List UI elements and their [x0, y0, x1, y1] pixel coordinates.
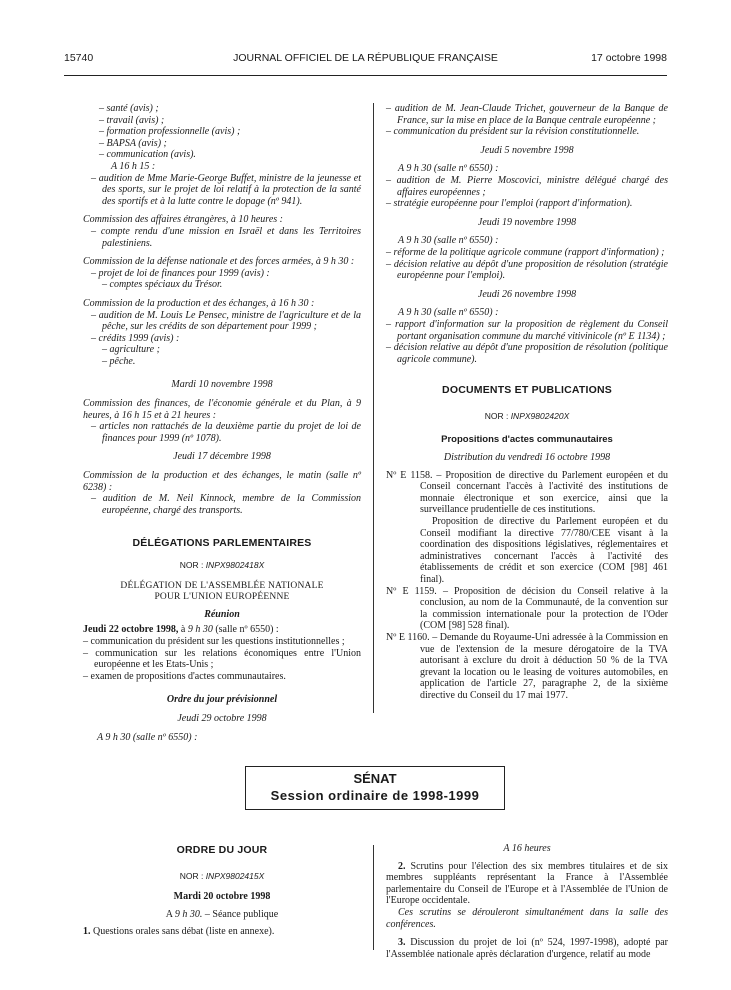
distribution-date: Distribution du vendredi 16 octobre 1998	[443, 452, 611, 464]
ordre-previsionnel-heading: Ordre du jour prévisionnel	[166, 694, 278, 706]
nor-code: INPX9802415X	[205, 870, 265, 881]
column-divider-bottom	[373, 845, 374, 950]
item-text: Discussion du projet de loi (nº 524, 1997-1998), adopté par l'Assemblée nationale après déclaration d'urgence, relatif au mode	[386, 937, 668, 960]
list-item: – réforme de la politique agricole commune (rapport d'information) ;	[386, 246, 665, 258]
delegation-name: DÉLÉGATION DE L'ASSEMBLÉE NATIONALE	[120, 580, 324, 591]
section-title-delegations: DÉLÉGATIONS PARLEMENTAIRES	[132, 537, 312, 550]
senat-right-column	[386, 843, 668, 960]
list-item: – audition de M. Louis Le Pensec, ministre de l'agriculture et de la pêche, sur les crédits de son département pour 1999 ;	[91, 309, 361, 333]
time-label: A 9 h 30 (salle nº 6550) :	[398, 307, 499, 319]
nor-reference	[83, 560, 361, 572]
date-heading: Jeudi 26 novembre 1998	[477, 288, 577, 300]
list-item: – audition de M. Neil Kinnock, membre de la Commission européenne, chargé des transports.	[91, 493, 361, 516]
date-heading: Jeudi 17 décembre 1998	[173, 451, 271, 463]
agenda-item	[386, 861, 668, 907]
document-entry	[386, 586, 668, 632]
meeting-room: (salle nº 6550) :	[212, 624, 279, 636]
senat-left-column	[83, 845, 361, 938]
meeting-date-line	[83, 624, 361, 636]
delegation-name: POUR L'UNION EUROPÉENNE	[154, 592, 290, 603]
document-entry	[386, 470, 668, 516]
nor-label: NOR :	[484, 410, 509, 421]
page-number: 15740	[64, 52, 94, 64]
list-item: – examen de propositions d'actes communautaires.	[83, 670, 286, 682]
document-entry-continuation: Proposition de directive du Parlement européen et du Conseil modifiant la directive 77/780/CEE visant à la coordination des dispositions législatives, réglementaires et administratives concernant l'accès à l'activité des établissements de crédit et son exercice (COM [98] 461 final).	[420, 516, 668, 585]
entry-number: Nº E 1158.	[386, 469, 433, 481]
meeting-time: 9 h 30	[187, 624, 213, 636]
header-rule	[64, 75, 667, 76]
propositions-title: Propositions d'actes communautaires	[441, 434, 613, 446]
journal-title: JOURNAL OFFICIEL DE LA RÉPUBLIQUE FRANÇAISE	[233, 52, 498, 64]
entry-text: – Demande du Royaume-Uni adressée à la Commission en vue de l'extension de la mesure dérogatoire de la TVA autorisant à exclure du droit à déduction 50 % de la TVA grevant la location ou le leasing de voitures automobiles, en application de l'article 27, paragraphe 2, de la sixième directive du Conseil du 17 mai 1977.	[420, 631, 669, 701]
list-item: – crédits 1999 (avis) :	[91, 332, 180, 344]
list-item: – audition de M. Pierre Moscovici, ministre délégué chargé des affaires européennes ;	[386, 174, 668, 198]
list-item: – décision relative au dépôt d'une proposition de résolution (politique agricole commune).	[386, 342, 668, 365]
list-item: – audition de M. Jean-Claude Trichet, gouverneur de la Banque de France, sur la mise en place de la Banque centrale européenne ;	[386, 103, 668, 126]
date-heading: Jeudi 29 octobre 1998	[177, 712, 267, 724]
agenda-item	[386, 937, 668, 960]
list-item: – compte rendu d'une mission en Israël et dans les Territoires palestiniens.	[91, 225, 361, 249]
entry-number: Nº E 1160.	[386, 631, 430, 643]
agenda-note: Ces scrutins se dérouleront simultanément dans la salle des conférences.	[386, 906, 668, 930]
senat-session: Session ordinaire de 1998-1999	[270, 788, 480, 803]
list-item: – décision relative au dépôt d'une proposition de résolution (stratégie européenne pour l'emploi).	[386, 258, 668, 282]
senat-title: SÉNAT	[353, 771, 397, 786]
senat-title-box	[245, 766, 505, 810]
date-heading: Mardi 10 novembre 1998	[171, 379, 273, 391]
list-item: – rapport d'information sur la proposition de règlement du Conseil portant organisation commune du marché vitivinicole (nº E 1134) ;	[386, 318, 668, 342]
item-number: 2.	[398, 860, 406, 872]
nor-reference	[386, 411, 668, 423]
sitting-date: Mardi 20 octobre 1998	[173, 891, 271, 903]
page-header	[64, 52, 667, 72]
list-item: – stratégie européenne pour l'emploi (rapport d'information).	[386, 198, 633, 210]
meeting-date: Jeudi 22 octobre 1998,	[83, 624, 179, 636]
list-item: – travail (avis) ;	[99, 114, 165, 126]
list-item: – communication sur les relations économiques entre l'Union européenne et les Etats-Unis ;	[83, 647, 361, 671]
commission-heading: Commission de la production et des échanges, à 16 h 30 :	[83, 297, 315, 309]
date-heading: Jeudi 5 novembre 1998	[480, 144, 574, 156]
commission-heading: Commission des affaires étrangères, à 10 heures :	[83, 214, 283, 226]
item-number: 1.	[83, 926, 91, 938]
nor-code: INPX9802418X	[205, 560, 265, 570]
nor-label: NOR :	[179, 870, 204, 881]
list-item: – santé (avis) ;	[99, 103, 159, 114]
left-column	[83, 103, 361, 743]
list-item: – communication du président sur les questions institutionnelles ;	[83, 635, 345, 647]
list-item: – audition de Mme Marie-George Buffet, ministre de la jeunesse et des sports, sur le projet de loi relatif à la protection de la santé des sportifs et à la lutte contre le dopage (nº 941).	[91, 172, 361, 207]
time-label: A 16 heures	[503, 843, 551, 854]
list-item: – communication du président sur la révision constitutionnelle.	[386, 126, 640, 138]
issue-date: 17 octobre 1998	[591, 52, 667, 64]
item-number: 3.	[398, 937, 406, 949]
item-text: Questions orales sans débat (liste en annexe).	[90, 926, 275, 938]
list-item: – projet de loi de finances pour 1999 (avis) :	[91, 267, 270, 279]
entry-number: Nº E 1159.	[386, 585, 437, 597]
time-label: A 9 h 30 (salle nº 6550) :	[398, 235, 499, 247]
document-entry	[386, 632, 668, 702]
list-item: – communication (avis).	[99, 149, 196, 161]
nor-reference	[83, 871, 361, 883]
list-item: – formation professionnelle (avis) ;	[99, 126, 241, 138]
entry-text: – Proposition de décision du Conseil relative à la conclusion, au nom de la Communauté, de la convention sur la commission internationale pour la protection de l'Oder (COM [98] 528 final).	[420, 585, 669, 632]
list-item: – BAPSA (avis) ;	[99, 137, 167, 149]
commission-heading: Commission de la production et des échanges, le matin (salle nº 6238) :	[83, 470, 361, 493]
list-item: – agriculture ;	[102, 344, 160, 356]
text-fragment: A	[165, 908, 175, 920]
item-text: Scrutins pour l'élection des six membres titulaires et de six membres suppléants représentant la France à l'Assemblée parlementaire du Conseil de l'Europe et à l'Assemblée de l'Union de l'Europe occidentale.	[386, 860, 668, 907]
list-item: – comptes spéciaux du Trésor.	[102, 279, 223, 291]
time-label: A 9 h 30 (salle nº 6550) :	[97, 731, 198, 743]
date-heading: Jeudi 19 novembre 1998	[477, 216, 577, 228]
seance-label: – Séance publique	[202, 908, 279, 920]
nor-code: INPX9802420X	[510, 410, 570, 421]
reunion-heading: Réunion	[204, 608, 240, 620]
time-label: A 9 h 30 (salle nº 6550) :	[398, 163, 499, 175]
seance-line	[83, 909, 361, 921]
seance-time: 9 h 30.	[174, 908, 203, 920]
commission-heading: Commission de la défense nationale et des forces armées, à 9 h 30 :	[83, 256, 355, 268]
list-item: – pêche.	[102, 355, 136, 367]
nor-label: NOR :	[179, 560, 204, 570]
right-column	[386, 103, 668, 702]
list-item: – articles non rattachés de la deuxième partie du projet de loi de finances pour 1999 (nº 1078).	[91, 421, 361, 444]
time-label: A 16 h 15 :	[111, 160, 156, 172]
ordre-du-jour-title: ORDRE DU JOUR	[176, 844, 268, 856]
column-divider-top	[373, 103, 374, 713]
commission-heading: Commission des finances, de l'économie générale et du Plan, à 9 heures, à 16 h 15 et à 21 heures :	[83, 398, 361, 421]
section-title-documents: DOCUMENTS ET PUBLICATIONS	[442, 384, 612, 397]
entry-text: – Proposition de directive du Parlement européen et du Conseil concernant l'accès à l'activité des institutions de monnaie électronique et son exercice, ainsi que la surveillance prudentielle de ces institutions.	[420, 469, 668, 516]
text-fragment: à	[178, 624, 188, 636]
agenda-item	[83, 926, 361, 938]
